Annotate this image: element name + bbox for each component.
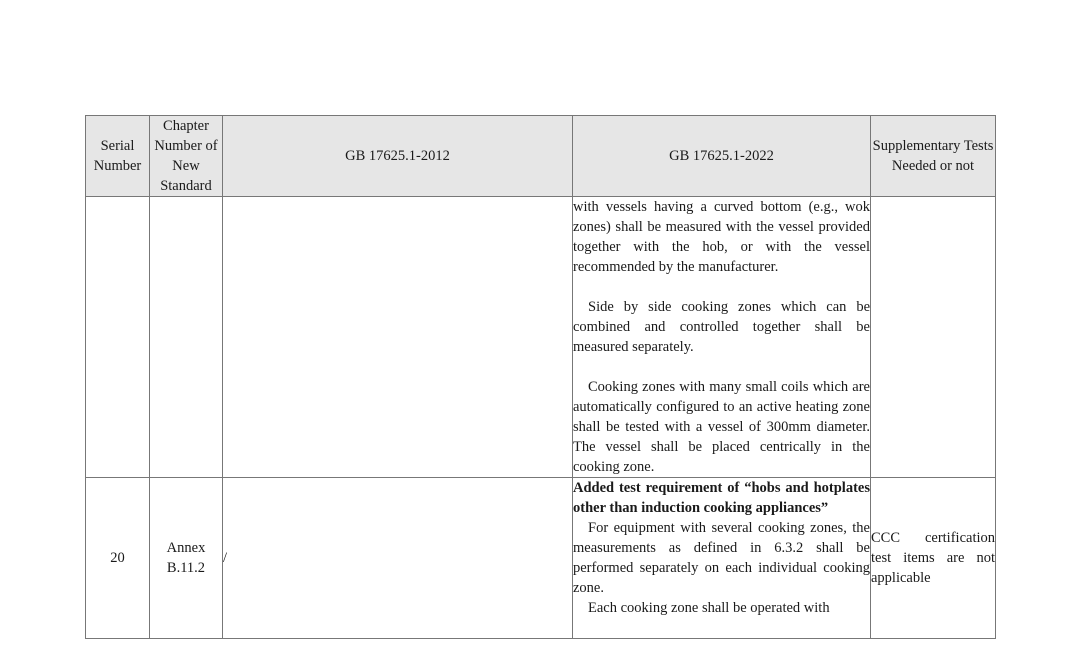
new-paragraph: with vessels having a curved bottom (e.g., wok zones) shall be measured with the vessel provided together with the hob, or with the vessel recommended by the manufacturer. (573, 199, 870, 275)
new-heading: Added test requirement of “hobs and hotplates other than induction cooking appliances” (573, 480, 870, 516)
table-row-20 (86, 478, 996, 639)
new-paragraph: Each cooking zone shall be operated with (588, 600, 830, 616)
cell-old-text (223, 197, 573, 478)
cell-new-text (573, 197, 871, 478)
cell-chapter (150, 197, 223, 478)
new-paragraph: Cooking zones with many small coils which are automatically configured to an active heating zone shall be tested with a vessel of 300mm diameter. The vessel shall be placed centrically in the cooking zone. (573, 379, 870, 475)
header-old-standard: GB 17625.1-2012 (223, 116, 573, 197)
cell-supplementary: CCC certification test items are not applicable (871, 478, 996, 639)
header-serial: Serial Number (86, 116, 150, 197)
header-new-standard: GB 17625.1-2022 (573, 116, 871, 197)
new-paragraph: Side by side cooking zones which can be combined and controlled together shall be measured separately. (573, 299, 870, 355)
header-row (86, 116, 996, 197)
table-row-continued (86, 197, 996, 478)
header-supplementary: Supplementary Tests Needed or not (871, 116, 996, 197)
cell-serial (86, 197, 150, 478)
cell-old-text: / (223, 478, 573, 639)
comparison-table (85, 115, 996, 639)
cell-supplementary (871, 197, 996, 478)
cell-serial: 20 (86, 478, 150, 639)
cell-new-text (573, 478, 871, 639)
cell-chapter: Annex B.11.2 (150, 478, 223, 639)
header-chapter: Chapter Number of New Standard (150, 116, 223, 197)
new-paragraph: For equipment with several cooking zones, the measurements as defined in 6.3.2 shall be performed separately on each individual cooking zone. (573, 520, 870, 596)
